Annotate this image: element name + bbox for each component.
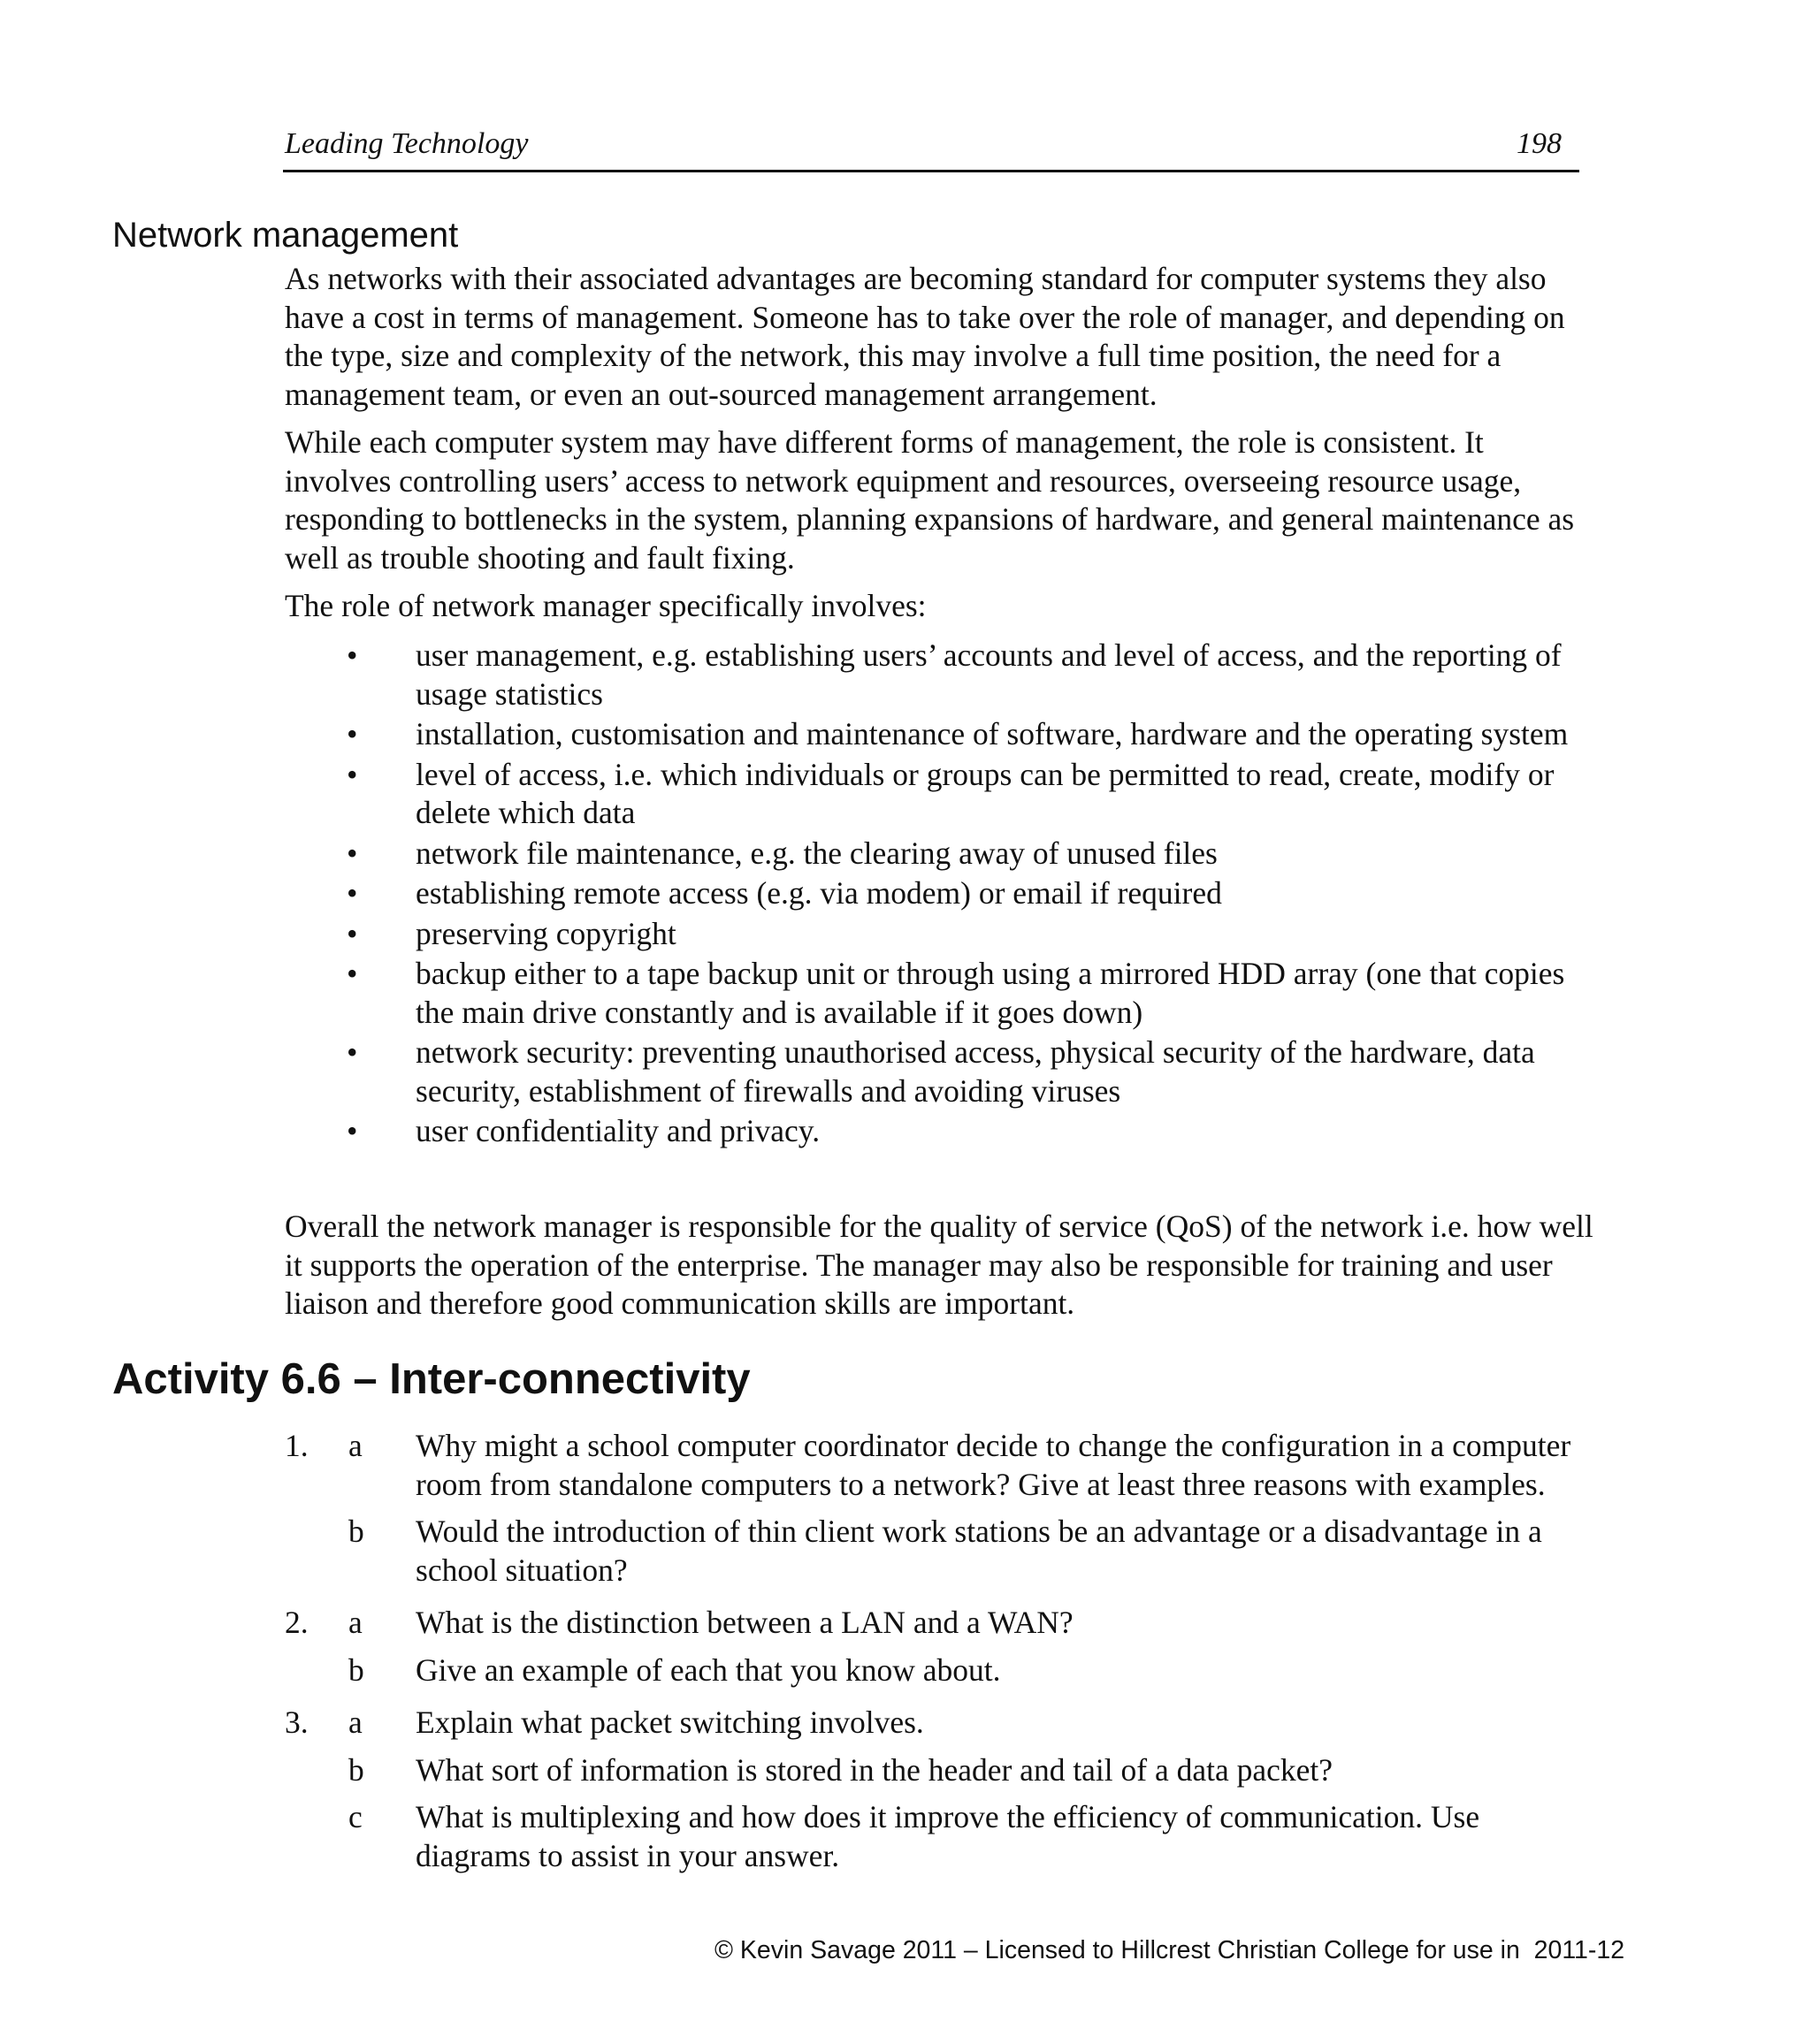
question-group — [285, 1704, 1593, 1875]
list-item-text: network file maintenance, e.g. the clearing away of unused files — [416, 835, 1218, 871]
question-group — [285, 1427, 1593, 1590]
bullet-icon: • — [347, 716, 358, 751]
bullet-icon: • — [347, 1034, 358, 1070]
question-text: What sort of information is stored in the header and tail of a data packet? — [416, 1751, 1333, 1788]
list-item-text: establishing remote access (e.g. via modem) or email if required — [416, 875, 1222, 911]
bullet-icon: • — [347, 756, 358, 792]
list-item — [285, 756, 1593, 833]
list-item — [285, 915, 1593, 954]
bullet-icon: • — [347, 915, 358, 951]
list-item — [285, 955, 1593, 1032]
book-title: Leading Technology — [285, 127, 529, 160]
question-number: 2. — [285, 1605, 309, 1640]
page-number: 198 — [1517, 127, 1562, 160]
paragraph — [285, 260, 1593, 414]
list-item — [285, 715, 1593, 754]
paragraph-text: Overall the network manager is responsible for the quality of service (QoS) of the network i.e. how well it supports the operation of the enterprise. The manager may also be responsible for training and user liaison and therefore good communication skills are important. — [285, 1209, 1593, 1321]
section-heading: Network management — [112, 216, 459, 255]
paragraph — [285, 1208, 1593, 1323]
question-letter: b — [348, 1751, 364, 1788]
bullet-icon: • — [347, 637, 358, 673]
question-item — [285, 1513, 1593, 1590]
bullet-list — [285, 637, 1593, 1153]
question-text: Explain what packet switching involves. — [416, 1705, 924, 1740]
bullet-icon: • — [347, 835, 358, 871]
list-item — [285, 1112, 1593, 1151]
paragraph-text: While each computer system may have different forms of management, the role is consistent. It involves controlling users’ access to network equipment and resources, overseeing resource usage, responding to bottlenecks in the system, planning expansions of hardware, and general maintenance as well as trouble shooting and fault fixing. — [285, 424, 1575, 576]
paragraph-text: The role of network manager specifically involves: — [285, 588, 927, 623]
list-item-text: level of access, i.e. which individuals or groups can be permitted to read, create, modify or delete which data — [416, 756, 1555, 830]
list-item-text: installation, customisation and maintenance of software, hardware and the operating system — [416, 716, 1569, 751]
bullet-icon: • — [347, 956, 358, 991]
list-item — [285, 835, 1593, 873]
running-header — [283, 126, 1579, 172]
list-item-text: network security: preventing unauthorised access, physical security of the hardware, data security, establishment of firewalls and avoiding viruses — [416, 1034, 1535, 1109]
question-letter: b — [348, 1514, 364, 1549]
bullet-icon: • — [347, 875, 358, 911]
question-item — [285, 1798, 1593, 1875]
question-letter: a — [348, 1428, 363, 1463]
question-text: What is the distinction between a LAN and a WAN? — [416, 1605, 1074, 1640]
question-item — [285, 1427, 1593, 1504]
copyright-footer: © Kevin Savage 2011 – Licensed to Hillcrest Christian College for use in 2011-12 — [714, 1936, 1625, 1964]
paragraph — [285, 423, 1593, 577]
paragraph — [285, 587, 1593, 626]
list-item-text: backup either to a tape backup unit or through using a mirrored HDD array (one that copies the main drive constantly and is available if it goes down) — [416, 956, 1565, 1030]
activity-heading: Activity 6.6 – Inter-connectivity — [112, 1355, 751, 1403]
list-item — [285, 1033, 1593, 1110]
question-letter: a — [348, 1705, 363, 1740]
list-item-text: preserving copyright — [416, 915, 676, 951]
question-number: 1. — [285, 1428, 309, 1463]
bullet-icon: • — [347, 1113, 358, 1148]
paragraph-text: As networks with their associated advantages are becoming standard for computer systems they also have a cost in terms of management. Someone has to take over the role of manager, and depending on the type, size and complexity of the network, this may involve a full time position, the need for a management team, or even an out-sourced management arrangement. — [285, 261, 1565, 412]
question-item — [285, 1604, 1593, 1643]
list-item — [285, 637, 1593, 713]
question-item — [285, 1751, 1593, 1790]
question-letter: b — [348, 1651, 364, 1688]
question-group — [285, 1604, 1593, 1689]
question-list — [285, 1427, 1593, 1889]
question-letter: c — [348, 1799, 363, 1834]
question-text: Would the introduction of thin client work stations be an advantage or a disadvantage in a school situation? — [416, 1514, 1542, 1588]
list-item — [285, 874, 1593, 913]
question-letter: a — [348, 1605, 363, 1640]
question-number: 3. — [285, 1705, 309, 1740]
list-item-text: user management, e.g. establishing users’ accounts and level of access, and the reporting of usage statistics — [416, 637, 1562, 712]
question-item — [285, 1651, 1593, 1690]
question-text: Why might a school computer coordinator decide to change the configuration in a computer room from standalone computers to a network? Give at least three reasons with examples. — [416, 1428, 1571, 1502]
question-text: What is multiplexing and how does it improve the efficiency of communication. Use diagrams to assist in your answer. — [416, 1799, 1480, 1873]
question-item — [285, 1704, 1593, 1743]
list-item-text: user confidentiality and privacy. — [416, 1113, 821, 1148]
question-text: Give an example of each that you know about. — [416, 1651, 1001, 1688]
